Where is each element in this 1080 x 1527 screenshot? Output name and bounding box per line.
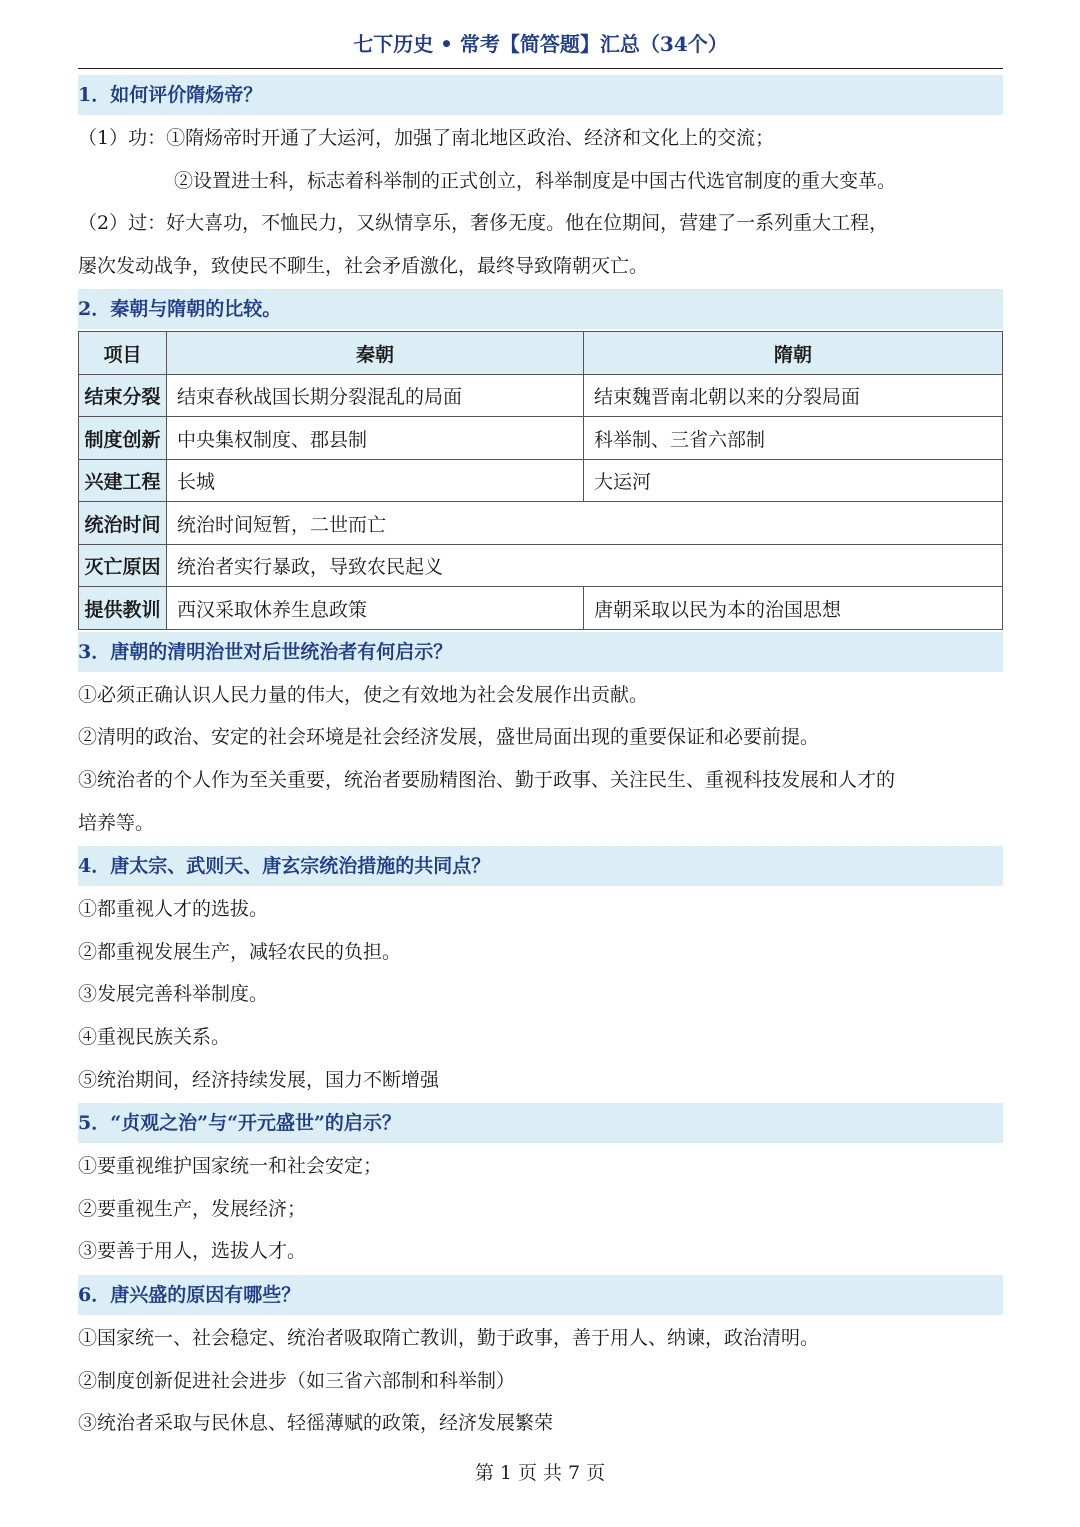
cell-qin: 西汉采取休养生息政策 [167,587,584,630]
header-qin: 秦朝 [167,332,584,375]
question-6-heading: 6．唐兴盛的原因有哪些？ [78,1275,1003,1315]
q6-line-1: ①国家统一、社会稳定、统治者吸取隋亡教训，勤于政事，善于用人、纳谏，政治清明。 [78,1327,820,1349]
q1-line-4: 屡次发动战争，致使民不聊生，社会矛盾激化，最终导致隋朝灭亡。 [78,254,649,277]
q4-line-5: ⑤统治期间，经济持续发展，国力不断增强 [78,1068,440,1091]
q4-line-4: ④重视民族关系。 [78,1026,231,1049]
row-label: 灭亡原因 [79,544,167,587]
row-label: 制度创新 [79,417,167,460]
table-row [79,587,1003,630]
question-4-heading: 4．唐太宗、武则天、唐玄宗统治措施的共同点？ [78,846,1003,886]
document-title: 七下历史 • 常考【简答题】汇总（34个） [78,28,1003,69]
q3-line-1: ①必须正确认识人民力量的伟大，使之有效地为社会发展作出贡献。 [78,683,649,706]
q6-line-2: ②制度创新促进社会进步（如三省六部制和科举制） [78,1369,516,1392]
q1-line-2: ②设置进士科，标志着科举制的正式创立，科举制度是中国古代选官制度的重大变革。 [174,169,897,192]
q3-line-2: ②清明的政治、安定的社会环境是社会经济发展，盛世局面出现的重要保证和必要前提。 [78,726,820,749]
question-2-heading: 2．秦朝与隋朝的比较。 [78,289,1003,329]
row-label: 结束分裂 [79,374,167,417]
cell-qin: 中央集权制度、郡县制 [167,417,584,460]
cell-merged: 统治时间短暂，二世而亡 [167,502,1003,545]
header-item: 项目 [79,332,167,375]
question-3-heading: 3．唐朝的清明治世对后世统治者有何启示？ [78,632,1003,672]
question-5-heading: 5．“贞观之治”与“开元盛世”的启示？ [78,1103,1003,1143]
table-header-row [79,332,1003,375]
cell-sui: 结束魏晋南北朝以来的分裂局面 [584,374,1003,417]
question-1-heading: 1．如何评价隋炀帝？ [78,75,1003,115]
q6-line-3: ③统治者采取与民休息、轻徭薄赋的政策，经济发展繁荣 [78,1412,554,1435]
q5-line-1: ①要重视维护国家统一和社会安定； [78,1155,383,1178]
cell-sui: 唐朝采取以民为本的治国思想 [584,587,1003,630]
row-label: 兴建工程 [79,459,167,502]
document-page [78,28,1003,1445]
table-row [79,459,1003,502]
cell-merged: 统治者实行暴政，导致农民起义 [167,544,1003,587]
cell-sui: 科举制、三省六部制 [584,417,1003,460]
cell-sui: 大运河 [584,459,1003,502]
cell-qin: 结束春秋战国长期分裂混乱的局面 [167,374,584,417]
q1-line-1: （1）功：①隋炀帝时开通了大运河，加强了南北地区政治、经济和文化上的交流； [78,127,775,149]
comparison-table [78,331,1003,630]
page-number: 第 1 页 共 7 页 [474,1462,606,1484]
q3-line-4: 培养等。 [78,811,155,834]
q1-line-3: （2）过：好大喜功，不恤民力，又纵情享乐，奢侈无度。他在位期间，营建了一系列重大工程， [78,212,889,235]
row-label: 统治时间 [79,502,167,545]
table-row [79,502,1003,545]
q5-line-2: ②要重视生产，发展经济； [78,1197,307,1220]
row-label: 提供教训 [79,587,167,630]
q4-line-1: ①都重视人才的选拔。 [78,898,269,921]
header-sui: 隋朝 [584,332,1003,375]
q5-line-3: ③要善于用人，选拔人才。 [78,1240,307,1263]
q3-line-3: ③统治者的个人作为至关重要，统治者要励精图治、勤于政事、关注民生、重视科技发展和人才的 [78,769,896,792]
table-row [79,417,1003,460]
q4-line-2: ②都重视发展生产，减轻农民的负担。 [78,940,402,963]
table-row [79,544,1003,587]
cell-qin: 长城 [167,459,584,502]
q4-line-3: ③发展完善科举制度。 [78,983,269,1006]
table-row [79,374,1003,417]
